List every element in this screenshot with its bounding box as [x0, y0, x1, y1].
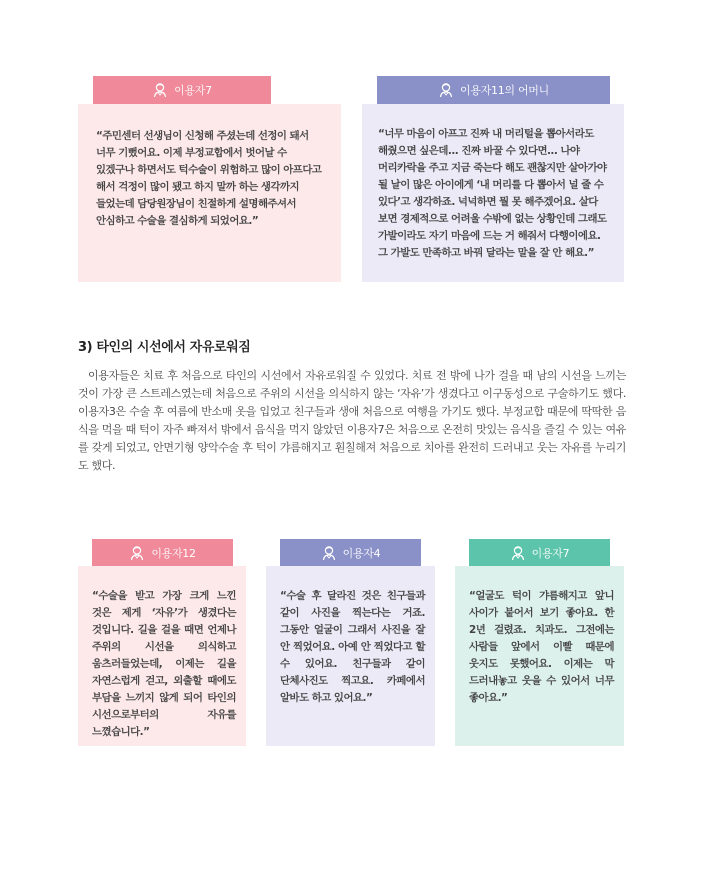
speaker-label: 이용자7: [174, 84, 212, 97]
quote-text: “수술 후 달라진 것은 친구들과 같이 사진을 찍는다는 거죠. 그동안 얼굴이 그래서 사진을 잘 안 찍었어요. 아예 안 찍었다고 할 수 있어요. 친구들과 같이 단체사진도 찍고요. 카페에서 알바도 하고 있어요.”: [266, 566, 435, 746]
person-icon: [129, 545, 145, 561]
speaker-label: 이용자4: [342, 547, 381, 560]
speaker-tag: [93, 76, 271, 104]
section-paragraph: 이용자들은 치료 후 처음으로 타인의 시선에서 자유로워질 수 있었다. 치료 전 밖에 나가 걸을 때 남의 시선을 느끼는 것이 가장 큰 스트레스였는데 처음으로 주위의 시선을 의식하지 않는 ‘자유’가 생겼다고 이구동성으로 구술하기도 했다. 이용자3은 수술 후 여름에 반소매 옷을 입었고 친구들과 생애 처음으로 여행을 가기도 했다. 부정교합 때문에 딱딱한 음식을 먹을 때 턱이 자주 빠져서 밖에서 음식을 먹지 않았던 이용자7은 처음으로 온전히 맛있는 음식을 즐길 수 있는 여유를 갖게 되었고, 안면기형 양악수술 후 턱이 갸름해지고 훤칠해져 처음으로 치아를 완전히 드러내고 웃는 자유를 누리기도 했다.: [78, 369, 626, 472]
speaker-tag: [377, 76, 610, 104]
quote-text: “주민센터 선생님이 신청해 주셨는데 선정이 돼서 너무 기뻤어요. 이제 부정교합에서 벗어날 수 있겠구나 하면서도 턱수술이 위험하고 많이 아프다고 해서 걱정이 많이 됐고 하지 말까 하는 생각까지 들었는데 담당원장님이 친절하게 설명해주셔서 안심하고 수술을 결심하게 되었어요.”: [78, 104, 341, 282]
speaker-label: 이용자11의 어머니: [460, 84, 549, 97]
speaker-tag: [92, 539, 233, 567]
speaker-label: 이용자12: [151, 547, 196, 560]
speaker-label: 이용자7: [531, 547, 570, 560]
person-icon: [152, 82, 168, 98]
person-icon: [438, 82, 454, 98]
section-heading: 3) 타인의 시선에서 자유로워짐: [78, 340, 251, 355]
speaker-tag: [469, 539, 610, 567]
quote-text: “너무 마음이 아프고 진짜 내 머리털을 뽑아서라도 해줬으면 싶은데... 진짜 바꿀 수 있다면... 나야 머리카락을 주고 지금 죽는다 해도 괜찮지만 살아가야 될 날이 많은 아이에게 ‘내 머리를 다 뽑아서 널 줄 수 있다’고 생각하죠. 넉넉하면 뭘 못 해주겠어요. 살다 보면 경제적으로 어려울 수밖에 없는 상황인데 그래도 가발이라도 자기 마음에 드는 거 해줘서 다행이에요. 그 가발도 만족하고 바꿔 달라는 말을 잘 안 해요.”: [362, 104, 624, 282]
person-icon: [510, 545, 526, 561]
quote-text: “얼굴도 턱이 갸름해지고 앞니 사이가 붙어서 보기 좋아요. 한 2년 걸렸죠. 치과도. 그전에는 사람들 앞에서 이빨 때문에 웃지도 못했어요. 이제는 막 드러내놓고 웃을 수 있어서 너무 좋아요.”: [455, 566, 624, 746]
speaker-tag: [280, 539, 421, 567]
quote-text: “수술을 받고 가장 크게 느낀 것은 제게 ‘자유’가 생겼다는 것입니다. 길을 걸을 때면 언제나 주위의 시선을 의식하고 움츠러들었는데, 이제는 길을 자연스럽게 걷고, 외출할 때에도 부담을 느끼지 않게 되어 타인의 시선으로부터의 자유를 느꼈습니다.”: [78, 566, 246, 746]
person-icon: [321, 545, 337, 561]
